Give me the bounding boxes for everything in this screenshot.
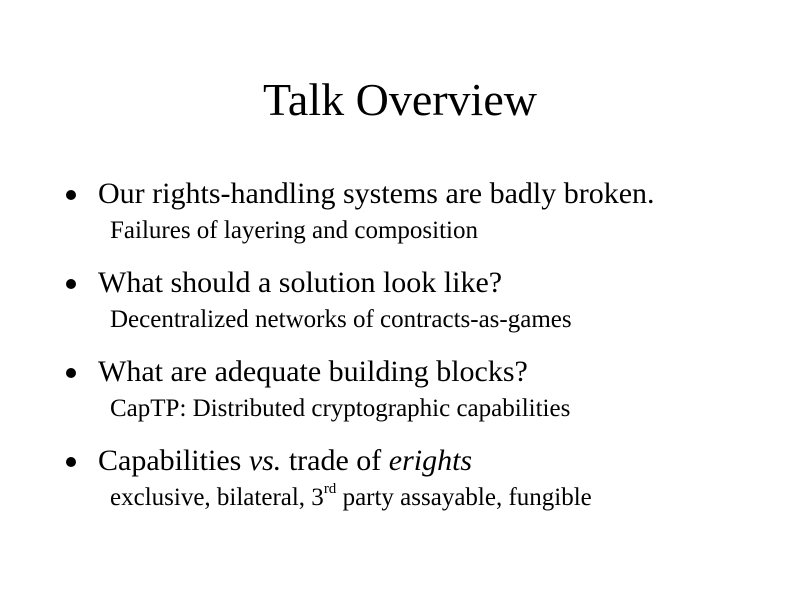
bullet-text	[98, 441, 472, 481]
bullet-subtext	[110, 480, 592, 513]
bullet-text-part: Capabilities	[98, 444, 249, 477]
bullet-subtext: CapTP: Distributed cryptographic capabilities	[110, 395, 571, 422]
bullet-dot-icon	[66, 457, 76, 467]
bullet-subtext: Failures of layering and composition	[110, 217, 478, 244]
bullet-dot-icon	[66, 190, 76, 200]
subtext-part: party assayable, fungible	[336, 484, 592, 511]
bullet-text-part: trade of	[281, 444, 389, 477]
bullet-dot-icon	[66, 368, 76, 378]
bullet-text-italic-erights: erights	[388, 444, 473, 477]
bullet-text: What should a solution look like?	[98, 266, 503, 299]
bullet-subtext: Decentralized networks of contracts-as-games	[110, 306, 572, 333]
bullet-dot-icon	[66, 279, 76, 289]
subtext-superscript: rd	[323, 480, 337, 497]
bullet-text: Our rights-handling systems are badly broken.	[98, 177, 655, 210]
bullet-text: What are adequate building blocks?	[98, 355, 528, 388]
subtext-part: exclusive, bilateral, 3	[110, 484, 324, 511]
bullet-text-italic-vs: vs.	[248, 444, 282, 477]
slide-title: Talk Overview	[263, 74, 537, 125]
